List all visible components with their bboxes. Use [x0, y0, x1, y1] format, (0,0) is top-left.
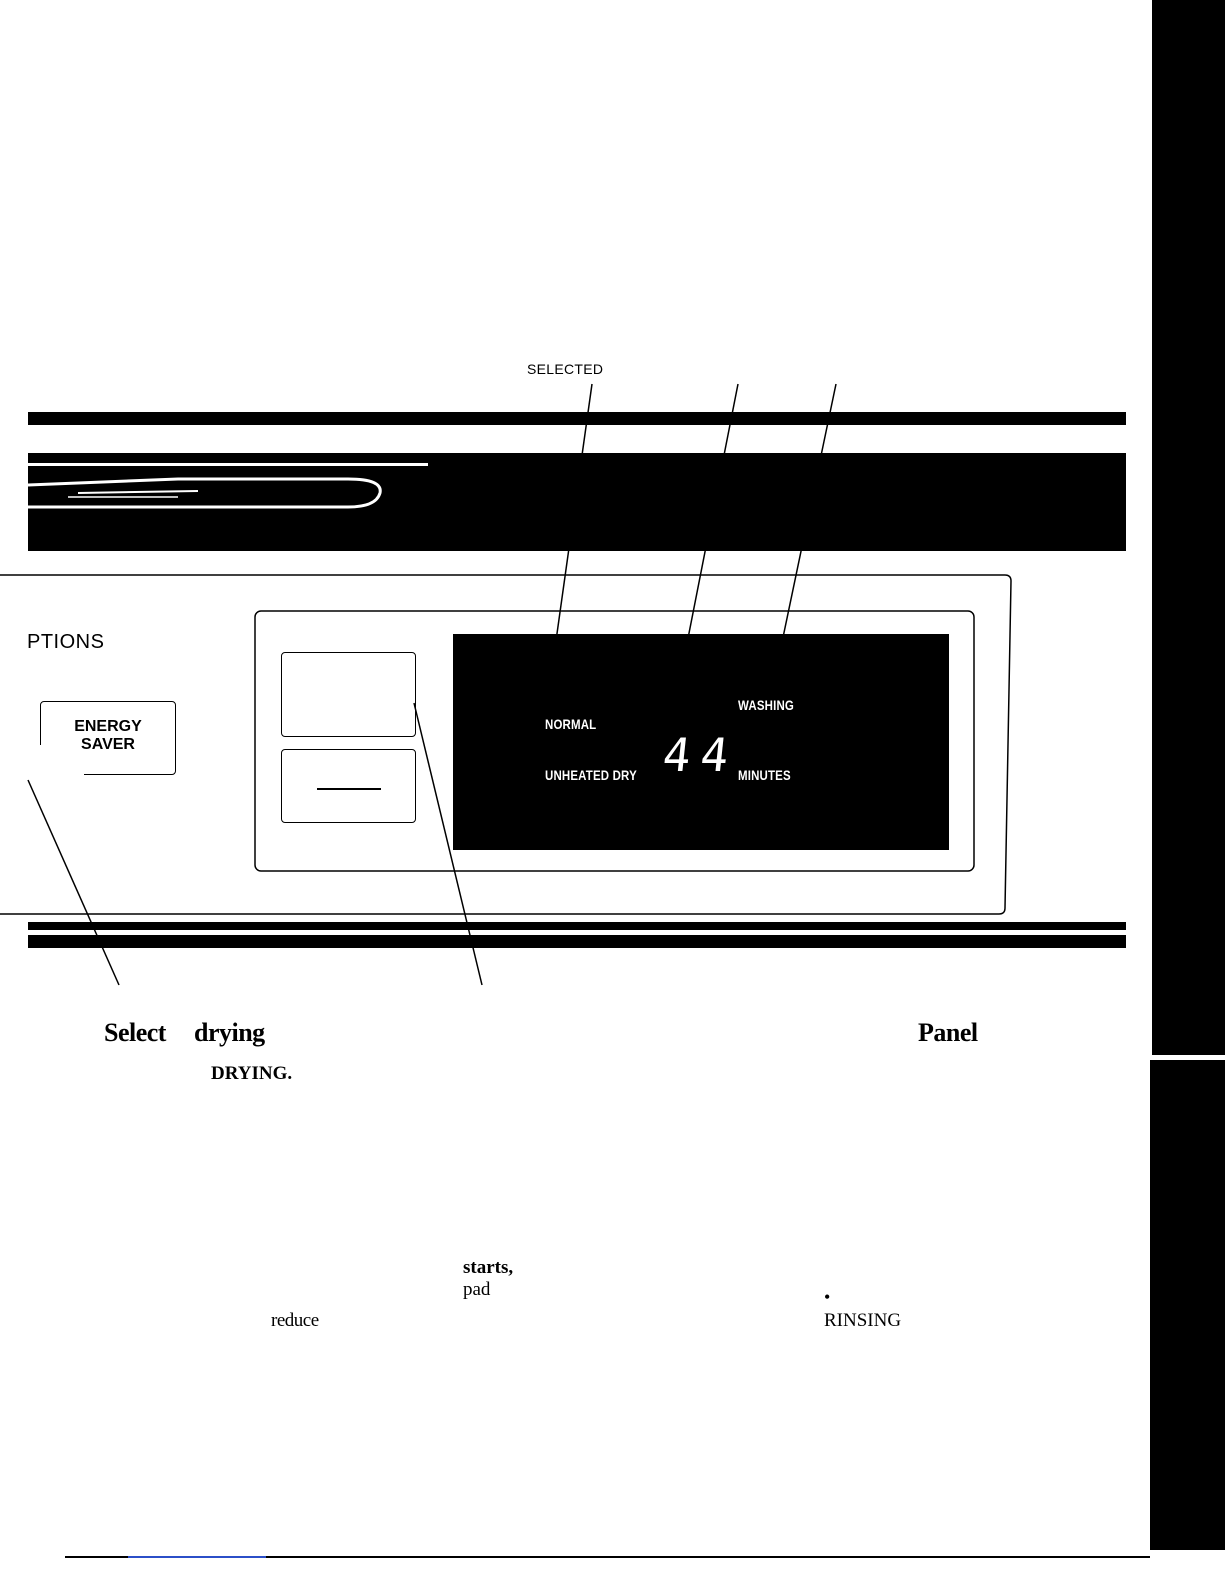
lcd-unheated-dry: UNHEATED DRY	[545, 767, 637, 783]
options-label: PTIONS	[27, 631, 105, 653]
page-edge-tab-lower	[1150, 1060, 1225, 1550]
lcd-cycle-normal: NORMAL	[545, 716, 597, 732]
energy-saver-label-line2: SAVER	[81, 736, 135, 753]
text-pad: pad	[463, 1279, 491, 1300]
lcd-minutes-unit: MINUTES	[738, 767, 791, 783]
text-rinsing: RINSING	[824, 1310, 902, 1331]
text-reduce: reduce	[271, 1310, 319, 1331]
heading-select: Select	[104, 1018, 166, 1047]
energy-saver-label-line1: ENERGY	[74, 718, 142, 735]
text-drying-caps: DRYING.	[211, 1063, 293, 1084]
lcd-status-washing: WASHING	[738, 697, 795, 713]
selected-callout-label: SELECTED	[527, 361, 604, 377]
text-starts: starts,	[463, 1257, 514, 1278]
lcd-time-digits: 44	[660, 728, 742, 782]
text-bullet: •	[824, 1287, 831, 1307]
heading-drying: drying	[194, 1018, 265, 1047]
panel-bottom-rule-1	[28, 922, 1126, 930]
panel-bottom-rule-2	[28, 935, 1126, 948]
heading-panel: Panel	[918, 1018, 978, 1047]
footer-rule-accent	[128, 1556, 266, 1558]
